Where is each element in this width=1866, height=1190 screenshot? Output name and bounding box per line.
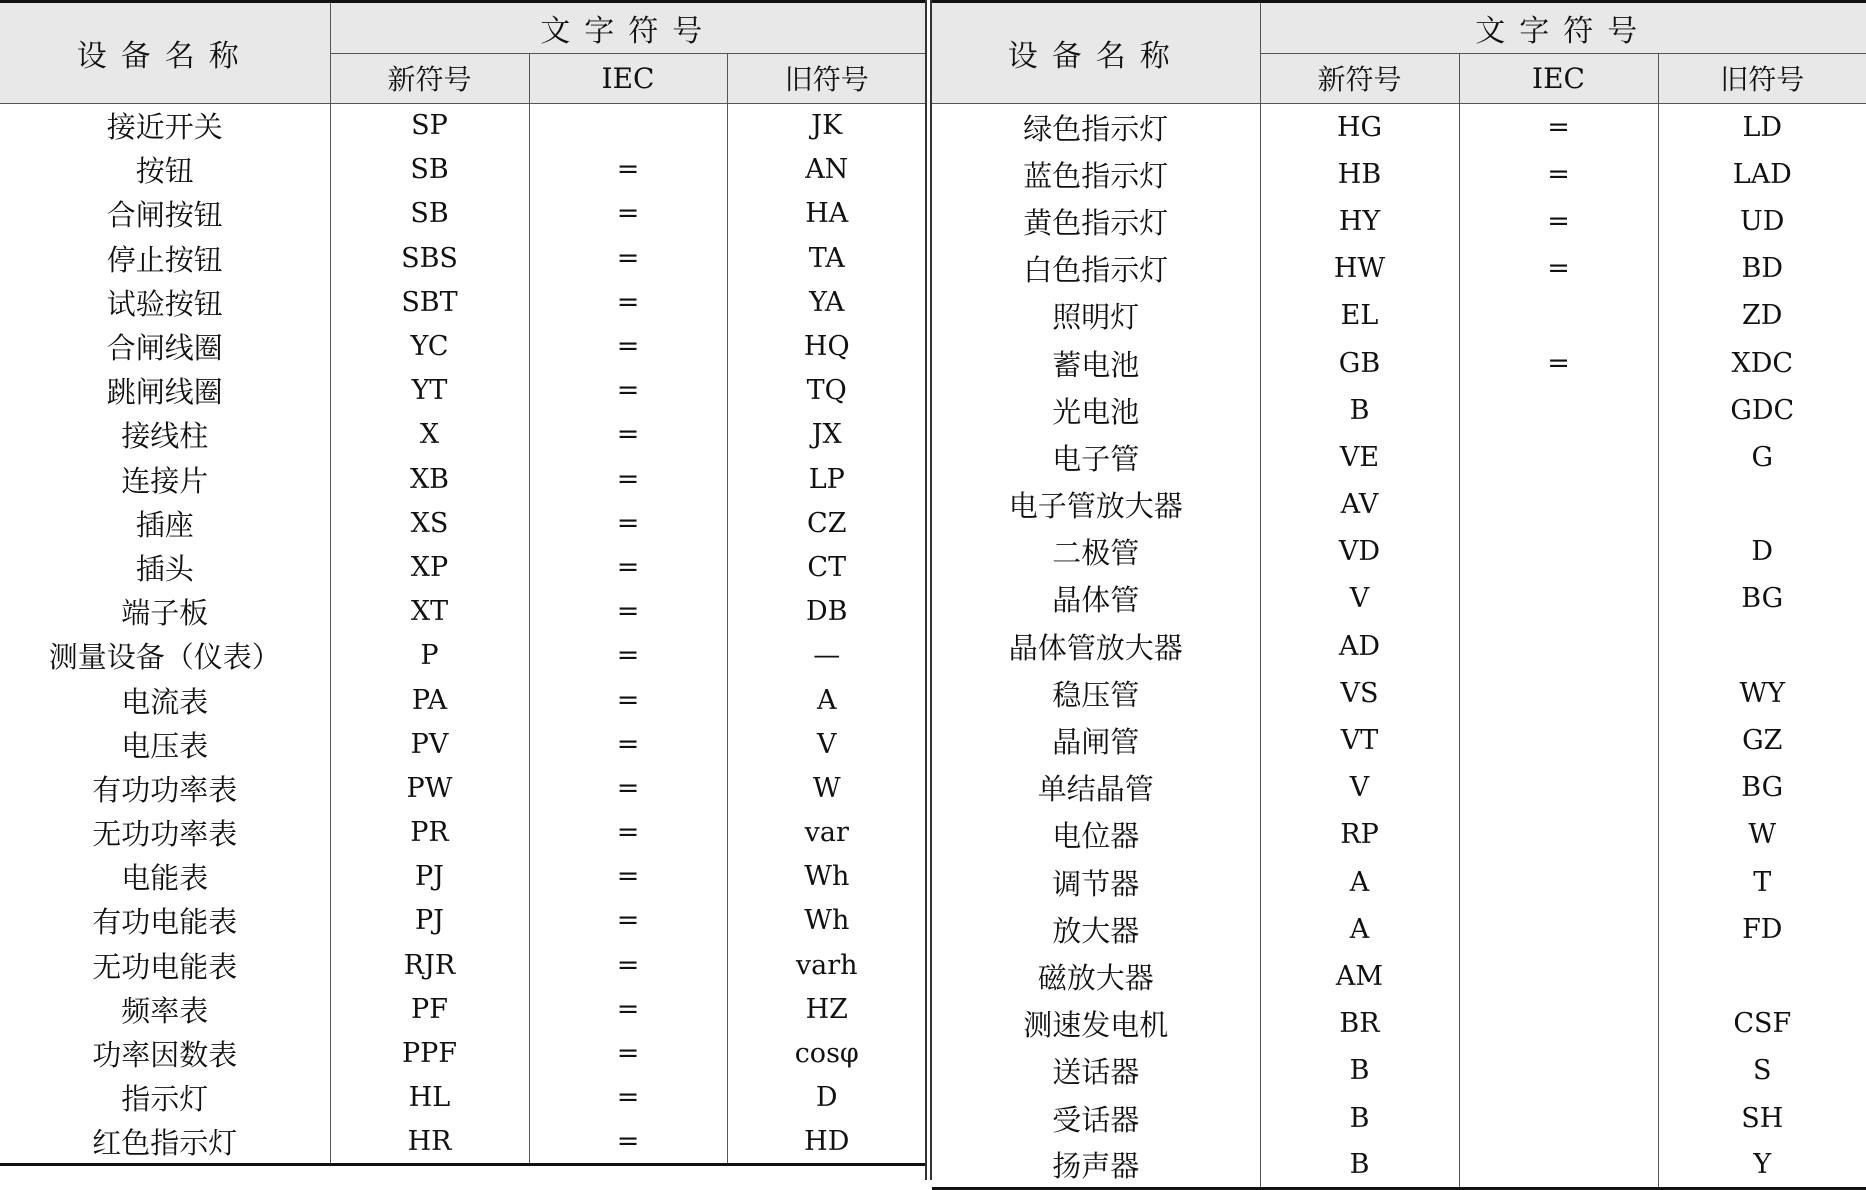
table-row [932, 670, 1866, 717]
iec-cell: = [529, 811, 727, 855]
table-row [0, 855, 926, 899]
new-symbol-cell: X [330, 413, 529, 457]
right-symbol-table [932, 0, 1866, 1190]
device-name-cell: 测速发电机 [932, 1000, 1260, 1047]
device-name-cell: 电流表 [0, 678, 330, 722]
new-symbol-cell: A [1260, 859, 1459, 906]
iec-cell: = [1459, 198, 1658, 245]
device-name-cell: 插头 [0, 545, 330, 589]
device-name-cell: 单结晶管 [932, 764, 1260, 811]
old-symbol-cell: G [1751, 441, 1774, 473]
new-symbol-cell: HB [1260, 151, 1459, 198]
device-name-cell: 绿色指示灯 [932, 104, 1260, 151]
iec-cell [1459, 670, 1658, 717]
left-table-body [0, 104, 926, 1165]
table-row [0, 987, 926, 1031]
new-symbol-cell: SBT [330, 280, 529, 324]
old-symbol-cell: TQ [806, 375, 847, 407]
header-device-name: 设备名称 [932, 2, 1260, 104]
new-symbol-cell: HG [1260, 104, 1459, 151]
new-symbol-cell: VS [1260, 670, 1459, 717]
new-symbol-cell: PW [330, 766, 529, 810]
old-symbol-cell: JK [811, 110, 843, 142]
old-symbol-cell: LD [1742, 111, 1783, 143]
device-name-cell: 无功功率表 [0, 811, 330, 855]
device-name-cell: 电压表 [0, 722, 330, 766]
old-symbol-cell: var [804, 817, 849, 849]
new-symbol-cell: RP [1260, 811, 1459, 858]
old-symbol-cell: GZ [1742, 725, 1783, 757]
old-symbol-cell: BD [1741, 253, 1783, 285]
device-name-cell: 指示灯 [0, 1076, 330, 1120]
iec-cell: = [529, 236, 727, 280]
device-name-cell: 试验按钮 [0, 280, 330, 324]
table-row [932, 623, 1866, 670]
table-row [0, 899, 926, 943]
old-symbol-cell [1658, 953, 1866, 1000]
device-name-cell: 稳压管 [932, 670, 1260, 717]
iec-cell: = [529, 855, 727, 899]
device-name-cell: 连接片 [0, 457, 330, 501]
iec-cell: = [529, 324, 727, 368]
device-name-cell: 晶体管 [932, 575, 1260, 622]
old-symbol-cell: LAD [1732, 158, 1792, 190]
iec-cell: = [1459, 339, 1658, 386]
table-row [0, 943, 926, 987]
new-symbol-cell: SP [330, 104, 529, 148]
new-symbol-cell: XS [330, 501, 529, 545]
new-symbol-cell: V [1260, 575, 1459, 622]
old-symbol-cell: DB [806, 596, 848, 628]
iec-cell: = [529, 943, 727, 987]
table-row [932, 1047, 1866, 1094]
device-name-cell: 放大器 [932, 906, 1260, 953]
table-row [0, 104, 926, 148]
new-symbol-cell: HL [330, 1076, 529, 1120]
iec-cell: = [529, 1076, 727, 1120]
left-table-panel [0, 0, 926, 1180]
table-row [0, 766, 926, 810]
header-new-symbol: 新符号 [330, 53, 529, 104]
device-name-cell: 停止按钮 [0, 236, 330, 280]
iec-cell [1459, 528, 1658, 575]
device-name-cell: 电位器 [932, 811, 1260, 858]
table-row [0, 501, 926, 545]
table-row [0, 722, 926, 766]
old-symbol-cell: HQ [803, 331, 850, 363]
old-symbol-cell: HA [805, 198, 849, 230]
iec-cell: = [1459, 104, 1658, 151]
new-symbol-cell: HW [1260, 245, 1459, 292]
device-name-cell: 电子管放大器 [932, 481, 1260, 528]
device-name-cell: 电子管 [932, 434, 1260, 481]
table-row [932, 245, 1866, 292]
old-symbol-cell: UD [1740, 205, 1785, 237]
new-symbol-cell: B [1260, 1142, 1459, 1189]
iec-cell: = [529, 987, 727, 1031]
iec-cell [1459, 387, 1658, 434]
old-symbol-cell: BG [1741, 772, 1784, 804]
device-name-cell: 端子板 [0, 590, 330, 634]
iec-cell [1459, 1094, 1658, 1141]
new-symbol-cell: AD [1260, 623, 1459, 670]
device-name-cell: 接近开关 [0, 104, 330, 148]
iec-cell [1459, 481, 1658, 528]
table-row [0, 545, 926, 589]
new-symbol-cell: SB [330, 192, 529, 236]
new-symbol-cell: B [1260, 1047, 1459, 1094]
device-name-cell: 合闸按钮 [0, 192, 330, 236]
table-row [932, 151, 1866, 198]
device-name-cell: 有功电能表 [0, 899, 330, 943]
old-symbol-cell: W [812, 772, 841, 804]
right-table-panel [932, 0, 1866, 1183]
device-name-cell: 插座 [0, 501, 330, 545]
table-row [932, 528, 1866, 575]
iec-cell: = [529, 457, 727, 501]
old-symbol-cell: T [1753, 866, 1772, 898]
device-name-cell: 接线柱 [0, 413, 330, 457]
table-row [0, 369, 926, 413]
device-name-cell: 无功电能表 [0, 943, 330, 987]
table-row [0, 324, 926, 368]
device-name-cell: 黄色指示灯 [932, 198, 1260, 245]
new-symbol-cell: VD [1260, 528, 1459, 575]
iec-cell: = [529, 1031, 727, 1075]
iec-cell: = [529, 192, 727, 236]
device-name-cell: 按钮 [0, 148, 330, 192]
iec-cell [1459, 811, 1658, 858]
old-symbol-cell: XDC [1731, 347, 1794, 379]
table-row [0, 236, 926, 280]
table-row [932, 198, 1866, 245]
old-symbol-cell: YA [809, 286, 845, 318]
new-symbol-cell: PJ [330, 855, 529, 899]
old-symbol-cell: HZ [805, 993, 848, 1025]
iec-cell: = [529, 899, 727, 943]
table-row [932, 953, 1866, 1000]
device-name-cell: 蓄电池 [932, 339, 1260, 386]
table-row [932, 292, 1866, 339]
iec-cell [1459, 575, 1658, 622]
table-row [0, 148, 926, 192]
new-symbol-cell: AM [1260, 953, 1459, 1000]
table-row [932, 811, 1866, 858]
new-symbol-cell: BR [1260, 1000, 1459, 1047]
iec-cell: = [529, 280, 727, 324]
old-symbol-cell: TA [808, 242, 845, 274]
device-name-cell: 蓝色指示灯 [932, 151, 1260, 198]
device-name-cell: 电能表 [0, 855, 330, 899]
device-name-cell: 光电池 [932, 387, 1260, 434]
new-symbol-cell: SBS [330, 236, 529, 280]
old-symbol-cell: Wh [804, 905, 850, 937]
device-name-cell: 有功功率表 [0, 766, 330, 810]
new-symbol-cell: B [1260, 1094, 1459, 1141]
table-row [0, 634, 926, 678]
iec-cell [1459, 906, 1658, 953]
device-name-cell: 扬声器 [932, 1142, 1260, 1189]
old-symbol-cell: D [815, 1082, 838, 1114]
old-symbol-cell: S [1753, 1055, 1772, 1087]
old-symbol-cell: CSF [1733, 1008, 1792, 1040]
iec-cell [1459, 292, 1658, 339]
new-symbol-cell: VT [1260, 717, 1459, 764]
iec-cell [1459, 859, 1658, 906]
iec-cell: = [529, 722, 727, 766]
old-symbol-cell: D [1751, 536, 1774, 568]
device-name-cell: 红色指示灯 [0, 1120, 330, 1164]
table-row [0, 192, 926, 236]
device-name-cell: 合闸线圈 [0, 324, 330, 368]
old-symbol-cell: LP [808, 463, 845, 495]
table-row [932, 859, 1866, 906]
old-symbol-cell: varh [795, 949, 858, 981]
old-symbol-cell: CZ [807, 507, 847, 539]
iec-cell: = [529, 148, 727, 192]
device-name-cell: 调节器 [932, 859, 1260, 906]
table-row [932, 481, 1866, 528]
iec-cell [1459, 623, 1658, 670]
old-symbol-cell: V [817, 728, 837, 760]
table-row [0, 1076, 926, 1120]
iec-cell: = [529, 590, 727, 634]
new-symbol-cell: PV [330, 722, 529, 766]
new-symbol-cell: XP [330, 545, 529, 589]
iec-cell [1459, 1047, 1658, 1094]
new-symbol-cell: YT [330, 369, 529, 413]
iec-cell: = [529, 766, 727, 810]
device-name-cell: 跳闸线圈 [0, 369, 330, 413]
old-symbol-cell: FD [1742, 913, 1783, 945]
table-row [0, 811, 926, 855]
new-symbol-cell: HY [1260, 198, 1459, 245]
header-iec: IEC [1459, 53, 1658, 104]
table-row [932, 1142, 1866, 1189]
table-row [932, 717, 1866, 764]
device-name-cell: 测量设备（仪表） [0, 634, 330, 678]
new-symbol-cell: P [330, 634, 529, 678]
iec-cell [1459, 434, 1658, 481]
iec-cell: = [1459, 151, 1658, 198]
iec-cell [1459, 717, 1658, 764]
old-symbol-cell: BG [1741, 583, 1784, 615]
new-symbol-cell: AV [1260, 481, 1459, 528]
new-symbol-cell: YC [330, 324, 529, 368]
new-symbol-cell: GB [1260, 339, 1459, 386]
new-symbol-cell: SB [330, 148, 529, 192]
header-device-name: 设备名称 [0, 2, 330, 104]
header-old-symbol: 旧符号 [727, 53, 926, 104]
table-row [0, 413, 926, 457]
new-symbol-cell: PA [330, 678, 529, 722]
old-symbol-cell: JX [811, 419, 842, 451]
table-row [932, 575, 1866, 622]
table-row [932, 104, 1866, 151]
device-name-cell: 晶闸管 [932, 717, 1260, 764]
table-row [932, 1094, 1866, 1141]
table-row [0, 1031, 926, 1075]
device-name-cell: 二极管 [932, 528, 1260, 575]
iec-cell [1459, 1000, 1658, 1047]
header-new-symbol: 新符号 [1260, 53, 1459, 104]
old-symbol-cell: CT [807, 551, 847, 583]
table-row [932, 906, 1866, 953]
iec-cell [1459, 953, 1658, 1000]
new-symbol-cell: V [1260, 764, 1459, 811]
table-row [0, 678, 926, 722]
old-symbol-cell: WY [1739, 677, 1786, 709]
iec-cell [1459, 764, 1658, 811]
iec-cell: = [529, 678, 727, 722]
table-row [0, 590, 926, 634]
iec-cell: = [529, 634, 727, 678]
old-symbol-cell: W [1748, 819, 1777, 851]
left-symbol-table [0, 0, 926, 1166]
device-name-cell: 送话器 [932, 1047, 1260, 1094]
new-symbol-cell: RJR [330, 943, 529, 987]
table-row [932, 1000, 1866, 1047]
new-symbol-cell: A [1260, 906, 1459, 953]
table-row [932, 434, 1866, 481]
new-symbol-cell: EL [1260, 292, 1459, 339]
new-symbol-cell: XB [330, 457, 529, 501]
old-symbol-cell [1658, 623, 1866, 670]
old-symbol-cell: GDC [1730, 394, 1795, 426]
device-name-cell: 磁放大器 [932, 953, 1260, 1000]
new-symbol-cell: XT [330, 590, 529, 634]
device-name-cell: 白色指示灯 [932, 245, 1260, 292]
iec-cell: = [529, 545, 727, 589]
iec-cell: = [529, 501, 727, 545]
iec-cell: = [1459, 245, 1658, 292]
table-row [0, 1120, 926, 1164]
old-symbol-cell: cosφ [794, 1038, 859, 1070]
old-symbol-cell: ZD [1742, 300, 1783, 332]
new-symbol-cell: PF [330, 987, 529, 1031]
new-symbol-cell: PR [330, 811, 529, 855]
device-name-cell: 功率因数表 [0, 1031, 330, 1075]
table-row [0, 457, 926, 501]
table-row [932, 764, 1866, 811]
iec-cell: = [529, 369, 727, 413]
device-name-cell: 晶体管放大器 [932, 623, 1260, 670]
table-row [932, 387, 1866, 434]
header-text-symbols: 文字符号 [1260, 2, 1866, 54]
new-symbol-cell: PJ [330, 899, 529, 943]
iec-cell: = [529, 1120, 727, 1164]
old-symbol-cell: Y [1753, 1148, 1772, 1180]
table-divider [925, 0, 932, 1180]
header-text-symbols: 文字符号 [330, 2, 926, 54]
iec-cell [529, 104, 727, 148]
old-symbol-cell [1658, 481, 1866, 528]
old-symbol-cell: HD [804, 1125, 850, 1157]
old-symbol-cell: SH [1741, 1102, 1784, 1134]
new-symbol-cell: VE [1260, 434, 1459, 481]
new-symbol-cell: B [1260, 387, 1459, 434]
header-iec: IEC [529, 53, 727, 104]
old-symbol-cell: Wh [804, 861, 850, 893]
iec-cell: = [529, 413, 727, 457]
iec-cell [1459, 1142, 1658, 1189]
old-symbol-cell: — [813, 640, 841, 672]
right-table-body [932, 104, 1866, 1189]
device-name-cell: 受话器 [932, 1094, 1260, 1141]
new-symbol-cell: HR [330, 1120, 529, 1164]
table-row [0, 280, 926, 324]
new-symbol-cell: PPF [330, 1031, 529, 1075]
device-name-cell: 照明灯 [932, 292, 1260, 339]
device-name-cell: 频率表 [0, 987, 330, 1031]
header-old-symbol: 旧符号 [1658, 53, 1866, 104]
old-symbol-cell: A [817, 684, 837, 716]
old-symbol-cell: AN [805, 154, 849, 186]
table-row [932, 339, 1866, 386]
